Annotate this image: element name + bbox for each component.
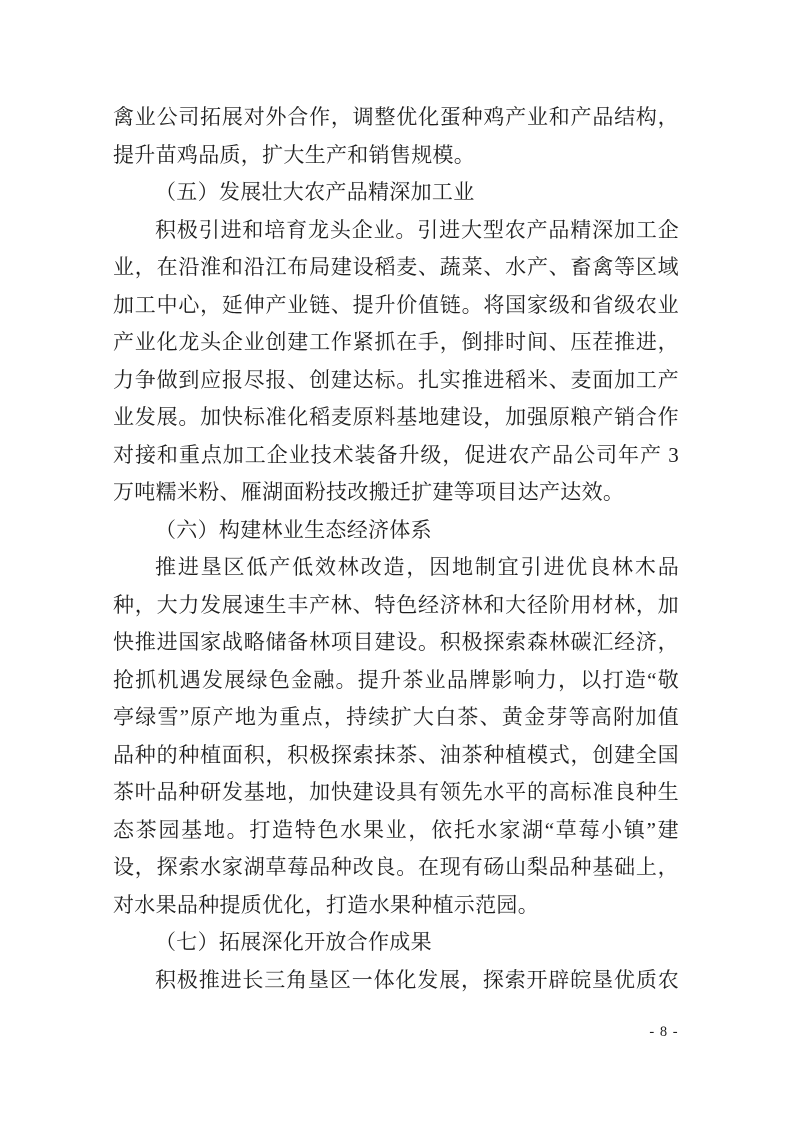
text-line: 积极引进和培育龙头企业。引进大型农产品精深加工企 [155,217,679,242]
text-line: 种，大力发展速生丰产林、特色经济林和大径阶用材林，加 [113,592,679,617]
text-line: 加工中心，延伸产业链、提升价值链。将国家级和省级农业 [113,292,679,317]
text-line: 品种的种植面积，积极探索抹茶、油茶种植模式，创建全国 [113,742,679,767]
text-line: 积极推进长三角垦区一体化发展，探索开辟皖垦优质农 [155,967,679,992]
text-line: 快推进国家战略储备林项目建设。积极探索森林碳汇经济， [113,630,679,654]
text-line: 提升苗鸡品质，扩大生产和销售规模。 [113,142,476,167]
document-text-block [113,99,679,999]
text-line: 对水果品种提质优化，打造水果种植示范园。 [113,892,539,917]
text-line: 力争做到应报尽报、创建达标。扎实推进稻米、麦面加工产 [113,367,679,392]
section-heading-5: （五）发展壮大农产品精深加工业 [155,180,475,204]
text-line: 茶叶品种研发基地，加快建设具有领先水平的高标准良种生 [113,780,679,804]
text-line: 抢抓机遇发展绿色金融。提升茶业品牌影响力，以打造“敬 [113,667,679,692]
section-heading-7: （七）拓展深化开放合作成果 [155,930,432,954]
text-line: 禽业公司拓展对外合作，调整优化蛋种鸡产业和产品结构， [113,105,679,129]
section-heading-6: （六）构建林业生态经济体系 [155,517,432,542]
text-line: 推进垦区低产低效林改造，因地制宜引进优良林木品 [155,555,679,579]
text-line: 亭绿雪”原产地为重点，持续扩大白茶、黄金芽等高附加值 [113,705,679,729]
text-line: 产业化龙头企业创建工作紧抓在手，倒排时间、压茬推进， [113,330,679,354]
text-line: 万吨糯米粉、雁湖面粉技改搬迁扩建等项目达产达效。 [113,480,625,504]
page-number: - 8 - [649,1024,679,1040]
text-line: 业，在沿淮和沿江布局建设稻麦、蔬菜、水产、畜禽等区域 [113,255,679,279]
text-line: 态茶园基地。打造特色水果业，依托水家湖“草莓小镇”建 [113,817,679,842]
text-line: 对接和重点加工企业技术装备升级，促进农产品公司年产 3 [113,442,679,467]
text-line: 设，探索水家湖草莓品种改良。在现有砀山梨品种基础上， [113,855,679,879]
text-line: 业发展。加快标准化稻麦原料基地建设，加强原粮产销合作 [113,405,679,429]
